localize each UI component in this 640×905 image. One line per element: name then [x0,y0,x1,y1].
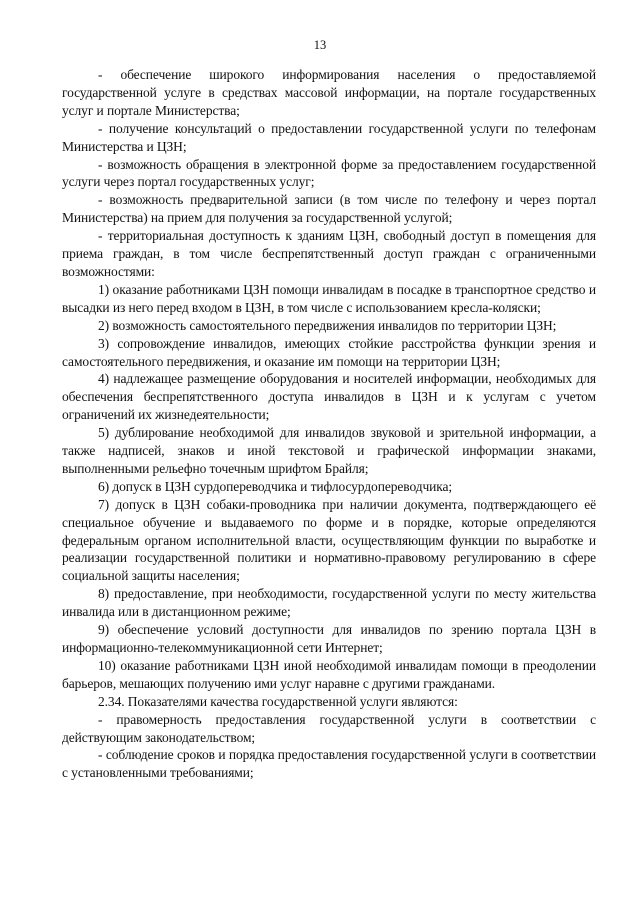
paragraph: - возможность обращения в электронной форме за предоставлением государственной услуги через портал государственных услуг; [62,156,596,190]
paragraph: 8) предоставление, при необходимости, государственной услуги по месту жительства инвалида или в дистанционном режиме; [62,586,596,620]
page-number: 13 [313,38,327,52]
paragraph: - получение консультаций о предоставлении государственной услуги по телефонам Министерства и ЦЗН; [62,120,596,154]
paragraph: 5) дублирование необходимой для инвалидов звуковой и зрительной информации, а также надписей, знаков и иной текстовой и графической информации знаками, выполненными рельефно точечным шрифтом Брайля; [62,425,596,476]
paragraph: 6) допуск в ЦЗН сурдопереводчика и тифлосурдопереводчика; [98,478,453,494]
paragraph: 2) возможность самостоятельного передвижения инвалидов по территории ЦЗН; [98,317,557,333]
paragraph: 1) оказание работниками ЦЗН помощи инвалидам в посадке в транспортное средство и высадки из него перед входом в ЦЗН, в том числе с использованием кресла-коляски; [62,281,596,315]
paragraph: - соблюдение сроков и порядка предоставления государственной услуги в соответствии с установленными требованиями; [62,747,596,781]
paragraph: 4) надлежащее размещение оборудования и носителей информации, необходимых для обеспечения беспрепятственного доступа инвалидов в ЦЗН и к услугам с учетом ограничений их жизнедеятельности; [62,371,596,423]
paragraph: - правомерность предоставления государственной услуги в соответствии с действующим законодательством; [62,711,596,745]
paragraph: - возможность предварительной записи (в том числе по телефону и через портал Министерства) на прием для получения за государственной услугой; [62,192,596,226]
paragraph: 9) обеспечение условий доступности для инвалидов по зрению портала ЦЗН в информационно-телекоммуникационной сети Интернет; [62,622,596,655]
paragraph: 10) оказание работниками ЦЗН иной необходимой инвалидам помощи в преодолении барьеров, мешающих получению ими услуг наравне с другими гражданами. [62,657,596,691]
paragraph: 7) допуск в ЦЗН собаки-проводника при наличии документа, подтверждающего её специальное обучение и выдаваемого по форме и в порядке, которые определяются федеральным органом исполнительной власти, осуществляющим функции по выработке и реализации государственной политики и нормативно-правовому регулированию в сфере социальной защиты населения; [62,496,596,584]
paragraph: 3) сопровождение инвалидов, имеющих стойкие расстройства функции зрения и самостоятельного передвижения, и оказание им помощи на территории ЦЗН; [62,335,596,369]
paragraph: 2.34. Показателями качества государственной услуги являются: [98,693,458,709]
paragraph: - территориальная доступность к зданиям ЦЗН, свободный доступ в помещения для приема граждан, в том числе беспрепятственный доступ граждан с ограниченными возможностями: [62,228,596,279]
document-body [62,66,596,782]
paragraph: - обеспечение широкого информирования населения о предоставляемой государственной услуге в средствах массовой информации, на портале государственных услуг и портале Министерства; [62,67,596,118]
